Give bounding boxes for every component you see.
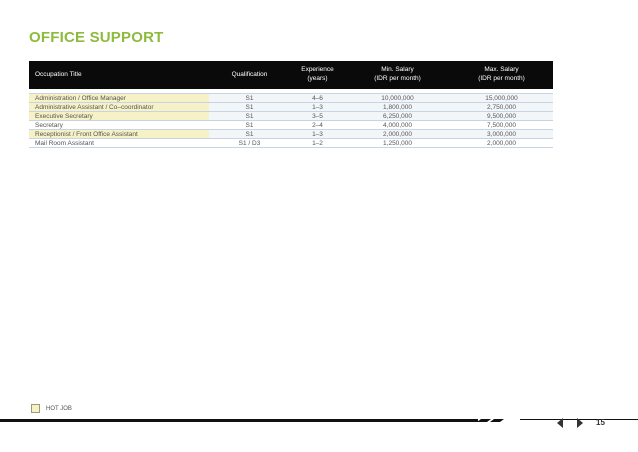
cell-min-salary: 1,800,000 <box>345 103 450 111</box>
table-row <box>29 120 553 130</box>
cell-occupation: Administrative Assistant / Co–coordinator <box>29 103 209 111</box>
cell-qualification: S1 / D3 <box>209 139 290 147</box>
cell-experience: 1–3 <box>290 130 345 138</box>
legend <box>31 404 72 413</box>
cell-experience: 4–6 <box>290 94 345 102</box>
table-row <box>29 93 553 103</box>
table-body <box>29 93 553 148</box>
cell-occupation: Administration / Office Manager <box>29 94 209 102</box>
cell-min-salary: 10,000,000 <box>345 94 450 102</box>
cell-min-salary: 1,250,000 <box>345 139 450 147</box>
cell-occupation: Executive Secretary <box>29 112 209 120</box>
cell-qualification: S1 <box>209 130 290 138</box>
cell-occupation: Receptionist / Front Office Assistant <box>29 130 209 138</box>
header-qualification: Qualification <box>231 70 268 78</box>
prev-page-icon[interactable] <box>556 418 564 428</box>
table-row <box>29 138 553 148</box>
page-number: 15 <box>596 418 605 427</box>
legend-label: HOT JOB <box>46 405 72 412</box>
cell-max-salary: 2,000,000 <box>450 139 553 147</box>
header-max-salary <box>450 61 553 89</box>
table-row <box>29 129 553 139</box>
table-row <box>29 111 553 121</box>
cell-qualification: S1 <box>209 112 290 120</box>
header-experience-line2: (years) <box>307 75 328 82</box>
cell-experience: 2–4 <box>290 121 345 129</box>
cell-qualification: S1 <box>209 103 290 111</box>
header-experience-line1: Experience <box>301 66 334 74</box>
cell-min-salary: 6,250,000 <box>345 112 450 120</box>
cell-max-salary: 15,000,000 <box>450 94 553 102</box>
cell-max-salary: 9,500,000 <box>450 112 553 120</box>
cell-max-salary: 7,500,000 <box>450 121 553 129</box>
header-experience <box>290 61 345 89</box>
cell-min-salary: 2,000,000 <box>345 130 450 138</box>
cell-occupation: Secretary <box>29 121 209 129</box>
cell-qualification: S1 <box>209 94 290 102</box>
hot-job-swatch <box>31 404 40 413</box>
header-min-line1: Min. Salary <box>381 66 414 74</box>
cell-max-salary: 3,000,000 <box>450 130 553 138</box>
footer-bar <box>0 418 638 426</box>
cell-experience: 1–3 <box>290 103 345 111</box>
next-page-icon[interactable] <box>576 418 584 428</box>
cell-occupation: Mail Room Assistant <box>29 139 209 147</box>
header-min-line2: (IDR per month) <box>374 75 421 82</box>
cell-max-salary: 2,750,000 <box>450 103 553 111</box>
table-row <box>29 102 553 112</box>
header-occupation: Occupation Title <box>35 70 82 78</box>
header-max-line2: (IDR per month) <box>478 75 525 82</box>
cell-experience: 3–5 <box>290 112 345 120</box>
cell-qualification: S1 <box>209 121 290 129</box>
cell-min-salary: 4,000,000 <box>345 121 450 129</box>
header-min-salary <box>345 61 450 89</box>
table-header <box>29 61 553 89</box>
page-title: OFFICE SUPPORT <box>29 29 164 46</box>
salary-table <box>29 61 553 148</box>
cell-experience: 1–2 <box>290 139 345 147</box>
header-max-line1: Max. Salary <box>484 66 519 74</box>
